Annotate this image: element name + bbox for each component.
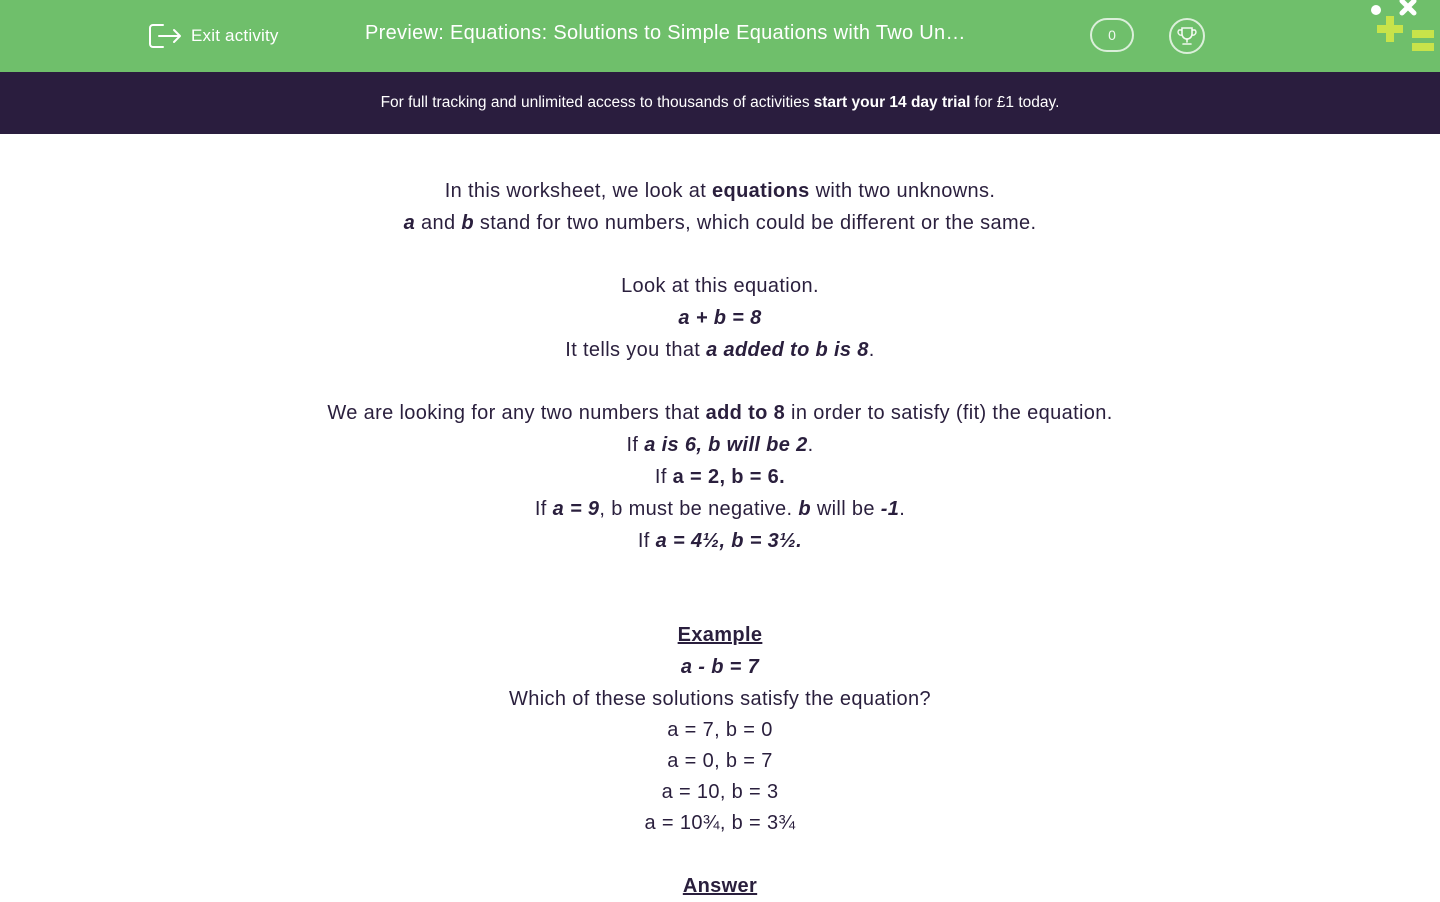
variable-a: a <box>403 212 416 234</box>
text: with two unknowns. <box>815 180 996 202</box>
text: If <box>534 498 547 520</box>
logo-icon <box>1366 0 1440 60</box>
solution-option: a = 0, b = 7 <box>667 750 773 772</box>
intro-line-1 <box>0 175 1440 207</box>
spacer <box>0 839 1440 870</box>
looking-line-3 <box>0 461 1440 493</box>
top-bar <box>0 0 1440 72</box>
text: stand for two numbers, which could be different or the same. <box>479 212 1037 234</box>
text: We are looking for any two numbers that <box>327 402 700 424</box>
answer-heading: Answer <box>682 875 758 897</box>
bold-text: a = 2, b = 6. <box>672 466 786 488</box>
bold-text: equations <box>712 180 810 202</box>
equation-a-plus-b: a + b = 8 <box>678 307 762 329</box>
looking-line-5 <box>0 525 1440 557</box>
text: If <box>626 434 639 456</box>
exit-activity-button[interactable] <box>149 20 279 52</box>
text: and <box>421 212 456 234</box>
example-question: Which of these solutions satisfy the equation? <box>509 688 931 710</box>
text: in order to satisfy (fit) the equation. <box>791 402 1113 424</box>
spacer <box>0 588 1440 619</box>
text: It tells you that <box>565 339 701 361</box>
text: will be <box>816 498 875 520</box>
bold-text: a is 6, b will be 2 <box>644 434 808 456</box>
example-equation: a - b = 7 <box>680 656 760 678</box>
text: In this worksheet, we look at <box>444 180 707 202</box>
exit-activity-label: Exit activity <box>191 26 279 45</box>
start-trial-link[interactable]: start your 14 day trial <box>813 94 971 111</box>
spacer <box>0 239 1440 270</box>
bold-text: a added to b is 8 <box>706 339 869 361</box>
look-line-1: Look at this equation. <box>621 275 819 297</box>
variable-b: b <box>461 212 474 234</box>
looking-line-2 <box>0 429 1440 461</box>
bold-text: add to 8 <box>705 402 786 424</box>
trial-banner <box>0 72 1440 134</box>
bold-text: a = 9 <box>552 498 600 520</box>
banner-text: For full tracking and unlimited access to thousands of activities <box>380 94 810 111</box>
variable-b: b <box>798 498 811 520</box>
trophy-icon <box>1176 25 1198 47</box>
intro-line-2 <box>0 207 1440 239</box>
score-badge: 0 <box>1090 18 1134 52</box>
text: If <box>654 466 667 488</box>
banner-text-end: for £1 today. <box>974 94 1060 111</box>
spacer <box>0 557 1440 588</box>
solution-option: a = 10¾, b = 3¾ <box>644 812 796 834</box>
text: If <box>637 530 650 552</box>
example-heading: Example <box>677 624 763 646</box>
bold-text: a = 4½, b = 3½. <box>655 530 803 552</box>
looking-line-4 <box>0 493 1440 525</box>
text: . <box>807 434 814 456</box>
solution-option: a = 7, b = 0 <box>667 719 773 741</box>
bold-text: -1 <box>880 498 900 520</box>
looking-line-1 <box>0 397 1440 429</box>
spacer <box>0 366 1440 397</box>
text: . <box>868 339 875 361</box>
worksheet-content <box>0 175 1440 902</box>
trophy-button[interactable] <box>1169 18 1205 54</box>
text: , b must be negative. <box>599 498 793 520</box>
solution-option: a = 10, b = 3 <box>661 781 779 803</box>
look-line-3 <box>0 334 1440 366</box>
page-title: Preview: Equations: Solutions to Simple Equations with Two Un… <box>365 22 966 44</box>
exit-icon <box>149 21 183 51</box>
text: . <box>899 498 906 520</box>
